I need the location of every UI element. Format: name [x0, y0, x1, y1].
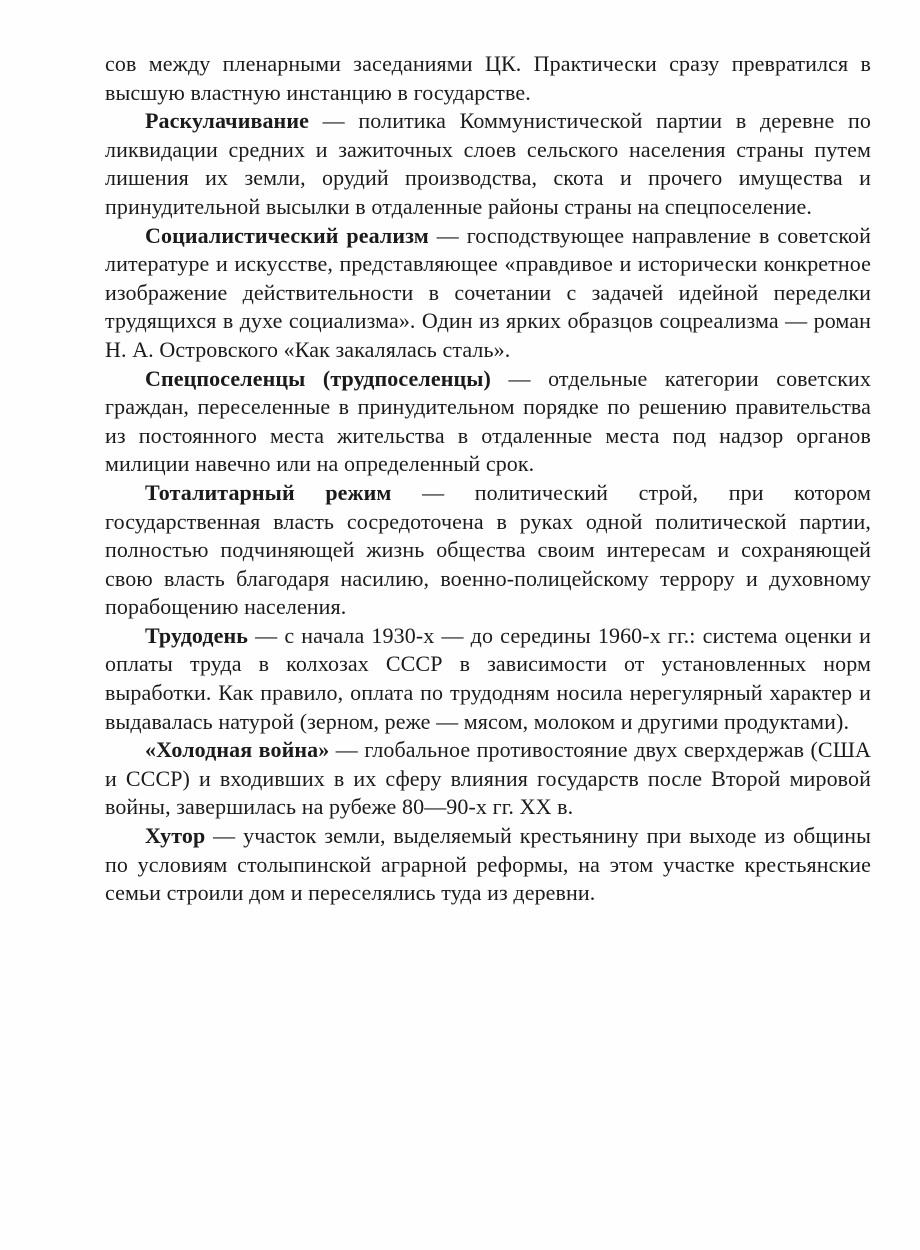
paragraph-body: сов между пленарными заседаниями ЦК. Практически сразу превратился в высшую властную инстанцию в государстве.	[105, 51, 871, 105]
glossary-definition: — отдельные категории советских граждан, переселенные в принудительном порядке по решению правительства из постоянного места жительства в отдаленные места под надзор органов милиции навечно или на определенный срок.	[105, 365, 872, 477]
paragraph-continuation	[105, 50, 871, 107]
paragraph-raskulachivanie	[105, 107, 871, 221]
paragraph-totalitarian-regime	[105, 479, 871, 622]
glossary-definition: — с начала 1930-х — до середины 1960-х гг.: система оценки и оплаты труда в колхозах СССР в зависимости от установленных норм выработки. Как правило, оплата по трудодням носила нерегулярный характер и выдавалась натурой (зерном, реже — мясом, молоком и другими продуктами).	[105, 622, 871, 734]
glossary-term: Трудодень	[145, 622, 248, 648]
paragraph-khutor	[105, 822, 871, 908]
paragraph-socialist-realism	[105, 222, 871, 365]
glossary-term: Раскулачивание	[145, 108, 309, 134]
paragraph-trudoden	[105, 622, 871, 736]
glossary-term: Социалистический реализм	[145, 222, 429, 248]
glossary-term: Спецпоселенцы (трудпоселенцы)	[145, 365, 491, 391]
glossary-definition: — политический строй, при котором государственная власть сосредоточена в руках одной политической партии, полностью подчиняющей жизнь общества своим интересам и сохраняющей свою власть благодаря насилию, военно-полицейскому террору и духовному порабощению населения.	[105, 479, 871, 620]
glossary-term: Тоталитарный режим	[145, 479, 392, 505]
glossary-definition: — господствующее направление в советской литературе и искусстве, представляющее «правдивое и исторически конкретное изображение действительности в сочетании с задачей идейной переделки трудящихся в духе социализма». Один из ярких образцов соцреализма — роман Н. А. Островского «Как закалялась сталь».	[105, 222, 871, 362]
paragraph-cold-war	[105, 736, 871, 822]
glossary-term: Хутор	[145, 823, 206, 849]
glossary-definition: — политика Коммунистической партии в деревне по ликвидации средних и зажиточных слоев сельского населения страны путем лишения их земли, орудий производства, скота и прочего имущества и принудительной высылки в отдаленные районы страны на спецпоселение.	[105, 108, 871, 219]
paragraph-spetsposelentsy	[105, 365, 871, 479]
glossary-definition: — участок земли, выделяемый крестьянину при выходе из общины по условиям столыпинской аграрной реформы, на этом участке крестьянские семьи строили дом и переселялись туда из деревни.	[105, 823, 871, 906]
page-text	[105, 50, 871, 908]
glossary-definition: — глобальное противостояние двух сверхдержав (США и СССР) и входивших в их сферу влияния государств после Второй мировой войны, завершилась на рубеже 80—90-х гг. XX в.	[105, 737, 871, 820]
glossary-term: «Холодная война»	[145, 737, 330, 763]
